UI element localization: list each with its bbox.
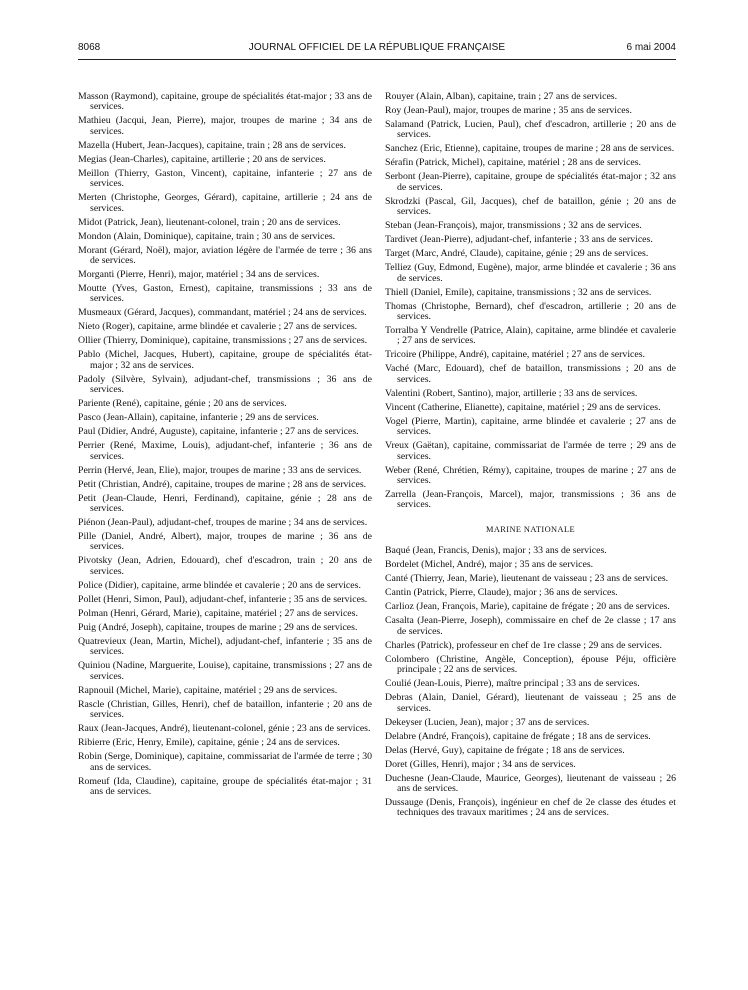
list-item: Petit (Jean-Claude, Henri, Ferdinand), capitaine, génie ; 28 ans de services. xyxy=(78,492,372,515)
list-item: Sérafin (Patrick, Michel), capitaine, matériel ; 28 ans de services. xyxy=(385,157,641,169)
page-header xyxy=(78,38,676,58)
list-item: Sanchez (Eric, Etienne), capitaine, troupes de marine ; 28 ans de services. xyxy=(385,143,675,155)
publication-date: 6 mai 2004 xyxy=(626,42,676,53)
list-item: Romeuf (Ida, Claudine), capitaine, groupe de spécialités état-major ; 31 ans de services. xyxy=(78,775,372,797)
list-item: Tardivet (Jean-Pierre), adjudant-chef, infanterie ; 33 ans de services. xyxy=(385,234,653,246)
list-item: Vaché (Marc, Edouard), chef de bataillon, transmissions ; 20 ans de services. xyxy=(385,363,676,385)
list-item: Padoly (Silvère, Sylvain), adjudant-chef, transmissions ; 36 ans de services. xyxy=(78,373,372,396)
list-item: Pollet (Henri, Simon, Paul), adjudant-chef, infanterie ; 35 ans de services. xyxy=(78,593,368,605)
list-item: Rascle (Christian, Gilles, Henri), chef de bataillon, infanterie ; 20 ans de services. xyxy=(78,698,372,721)
list-item: Target (Marc, André, Claude), capitaine, génie ; 29 ans de services. xyxy=(385,248,649,260)
list-item: Moutte (Yves, Gaston, Ernest), capitaine, transmissions ; 33 ans de services. xyxy=(78,283,372,305)
list-item: Vincent (Catherine, Elianette), capitaine, matériel ; 29 ans de services. xyxy=(385,401,661,413)
list-item: Skrodzki (Pascal, Gil, Jacques), chef de bataillon, génie ; 20 ans de services. xyxy=(385,195,676,218)
list-item: Roy (Jean-Paul), major, troupes de marine ; 35 ans de services. xyxy=(385,105,632,116)
list-item: Vreux (Gaëtan), capitaine, commissariat de l'armée de terre ; 29 ans de services. xyxy=(385,440,676,462)
journal-title: JOURNAL OFFICIEL DE LA RÉPUBLIQUE FRANÇAISE xyxy=(248,42,506,53)
list-item: Pille (Daniel, André, Albert), major, troupes de marine ; 36 ans de services. xyxy=(78,531,372,553)
list-item: Meillon (Thierry, Gaston, Vincent), capitaine, infanterie ; 27 ans de services. xyxy=(78,167,372,190)
right-column xyxy=(385,92,676,822)
list-item: Ribierre (Eric, Henry, Emile), capitaine, génie ; 24 ans de services. xyxy=(78,737,340,749)
list-item: Weber (René, Chrétien, Rémy), capitaine, troupes de marine ; 27 ans de services. xyxy=(385,464,676,487)
list-item: Coulié (Jean-Louis, Pierre), maître principal ; 33 ans de services. xyxy=(385,678,640,690)
list-item: Ollier (Thierry, Dominique), capitaine, transmissions ; 27 ans de services. xyxy=(78,335,368,347)
list-item: Canté (Thierry, Jean, Marie), lieutenant de vaisseau ; 23 ans de services. xyxy=(385,573,669,585)
list-item: Nieto (Roger), capitaine, arme blindée et cavalerie ; 27 ans de services. xyxy=(78,321,358,333)
list-item: Casalta (Jean-Pierre, Joseph), commissaire en chef de 2e classe ; 17 ans de services. xyxy=(385,615,676,637)
list-item: Mondon (Alain, Dominique), capitaine, train ; 30 ans de services. xyxy=(78,230,336,242)
list-item: Serbont (Jean-Pierre), capitaine, groupe de spécialités état-major ; 32 ans de services. xyxy=(385,171,676,193)
list-item: Doret (Gilles, Henri), major ; 34 ans de services. xyxy=(385,758,576,770)
navy-list xyxy=(385,546,676,818)
list-item: Merten (Christophe, Georges, Gérard), capitaine, artillerie ; 24 ans de services. xyxy=(78,192,372,214)
section-title-marine: MARINE NATIONALE xyxy=(486,524,575,534)
list-item: Perrin (Hervé, Jean, Elie), major, troupes de marine ; 33 ans de services. xyxy=(78,464,362,476)
list-item: Midot (Patrick, Jean), lieutenant-colonel, train ; 20 ans de services. xyxy=(78,216,341,228)
list-item: Pablo (Michel, Jacques, Hubert), capitaine, groupe de spécialités état-major ; 32 ans de services. xyxy=(78,349,372,371)
list-item: Pariente (René), capitaine, génie ; 20 ans de services. xyxy=(78,398,287,410)
list-item: Rapnouil (Michel, Marie), capitaine, matériel ; 29 ans de services. xyxy=(78,684,338,696)
list-item: Salamand (Patrick, Lucien, Paul), chef d'escadron, artillerie ; 20 ans de services. xyxy=(385,119,676,141)
list-item: Thomas (Christophe, Bernard), chef d'escadron, artillerie ; 20 ans de services. xyxy=(385,300,676,323)
list-item: Dussauge (Denis, François), ingénieur en chef de 2e classe des études et techniques des travaux maritimes ; 24 ans de services. xyxy=(385,796,676,819)
list-item: Musmeaux (Gérard, Jacques), commandant, matériel ; 24 ans de services. xyxy=(78,307,367,319)
list-item: Robin (Serge, Dominique), capitaine, commissariat de l'armée de terre ; 30 ans de services. xyxy=(78,751,372,773)
list-item: Charles (Patrick), professeur en chef de 1re classe ; 29 ans de services. xyxy=(385,639,662,651)
list-item: Baqué (Jean, Francis, Denis), major ; 33 ans de services. xyxy=(385,545,607,557)
army-list-continued xyxy=(385,92,676,511)
list-item: Delas (Hervé, Guy), capitaine de frégate ; 18 ans de services. xyxy=(385,744,625,756)
list-item: Tricoire (Philippe, André), capitaine, matériel ; 27 ans de services. xyxy=(385,349,645,361)
list-item: Megias (Jean-Charles), capitaine, artillerie ; 20 ans de services. xyxy=(78,153,326,165)
list-item: Torralba Y Vendrelle (Patrice, Alain), capitaine, arme blindée et cavalerie ; 27 ans de services. xyxy=(385,325,676,347)
list-item: Carlioz (Jean, François, Marie), capitaine de frégate ; 20 ans de services. xyxy=(385,601,670,613)
list-item: Polman (Henri, Gérard, Marie), capitaine, matériel ; 27 ans de services. xyxy=(78,607,358,619)
left-column xyxy=(78,92,372,801)
list-item: Morganti (Pierre, Henri), major, matériel ; 34 ans de services. xyxy=(78,269,320,281)
list-item: Colombero (Christine, Angèle, Conception), épouse Péju, officière principale ; 22 ans de services. xyxy=(385,653,676,676)
list-item: Masson (Raymond), capitaine, groupe de spécialités état-major ; 33 ans de services. xyxy=(78,91,372,113)
list-item: Puig (André, Joseph), capitaine, troupes de marine ; 29 ans de services. xyxy=(78,621,358,633)
list-item: Pasco (Jean-Allain), capitaine, infanterie ; 29 ans de services. xyxy=(78,412,319,424)
list-item: Quatrevieux (Jean, Martin, Michel), adjudant-chef, infanterie ; 35 ans de services. xyxy=(78,635,372,658)
list-item: Piénon (Jean-Paul), adjudant-chef, troupes de marine ; 34 ans de services. xyxy=(78,517,368,529)
list-item: Pivotsky (Jean, Adrien, Edouard), chef d'escadron, train ; 20 ans de services. xyxy=(78,555,372,577)
page-number: 8068 xyxy=(78,42,101,53)
list-item: Perrier (René, Maxime, Louis), adjudant-chef, infanterie ; 36 ans de services. xyxy=(78,440,372,462)
list-item: Mazella (Hubert, Jean-Jacques), capitaine, train ; 28 ans de services. xyxy=(78,139,346,151)
list-item: Dekeyser (Lucien, Jean), major ; 37 ans de services. xyxy=(385,716,590,728)
list-item: Telliez (Guy, Edmond, Eugène), major, arme blindée et cavalerie ; 36 ans de services. xyxy=(385,262,676,284)
list-item: Zarrella (Jean-François, Marcel), major, transmissions ; 36 ans de services. xyxy=(385,489,676,511)
list-item: Bordelet (Michel, André), major ; 35 ans de services. xyxy=(385,559,594,571)
list-item: Delabre (André, François), capitaine de frégate ; 18 ans de services. xyxy=(385,730,651,742)
list-item: Duchesne (Jean-Claude, Maurice, Georges), lieutenant de vaisseau ; 26 ans de services. xyxy=(385,772,676,794)
list-item: Quiniou (Nadine, Marguerite, Louise), capitaine, transmissions ; 27 ans de services. xyxy=(78,660,372,682)
list-item: Debras (Alain, Daniel, Gérard), lieutenant de vaisseau ; 25 ans de services. xyxy=(385,692,676,714)
list-item: Valentini (Robert, Santino), major, artillerie ; 33 ans de services. xyxy=(385,387,638,399)
list-item: Rouyer (Alain, Alban), capitaine, train ; 27 ans de services. xyxy=(385,91,618,102)
list-item: Steban (Jean-François), major, transmissions ; 32 ans de services. xyxy=(385,220,642,232)
list-item: Thiell (Daniel, Emile), capitaine, transmissions ; 32 ans de services. xyxy=(385,286,652,298)
list-item: Raux (Jean-Jacques, André), lieutenant-colonel, génie ; 23 ans de services. xyxy=(78,723,371,735)
list-item: Paul (Didier, André, Auguste), capitaine, infanterie ; 27 ans de services. xyxy=(78,426,359,438)
list-item: Petit (Christian, André), capitaine, troupes de marine ; 28 ans de services. xyxy=(78,478,367,490)
list-item: Morant (Gérard, Noël), major, aviation légère de l'armée de terre ; 36 ans de services. xyxy=(78,244,372,267)
header-rule xyxy=(78,59,676,60)
list-item: Police (Didier), capitaine, arme blindée et cavalerie ; 20 ans de services. xyxy=(78,579,361,591)
list-item: Vogel (Pierre, Martin), capitaine, arme blindée et cavalerie ; 27 ans de services. xyxy=(385,415,676,438)
list-item: Mathieu (Jacqui, Jean, Pierre), major, troupes de marine ; 34 ans de services. xyxy=(78,115,372,137)
list-item: Cantin (Patrick, Pierre, Claude), major ; 36 ans de services. xyxy=(385,587,618,599)
